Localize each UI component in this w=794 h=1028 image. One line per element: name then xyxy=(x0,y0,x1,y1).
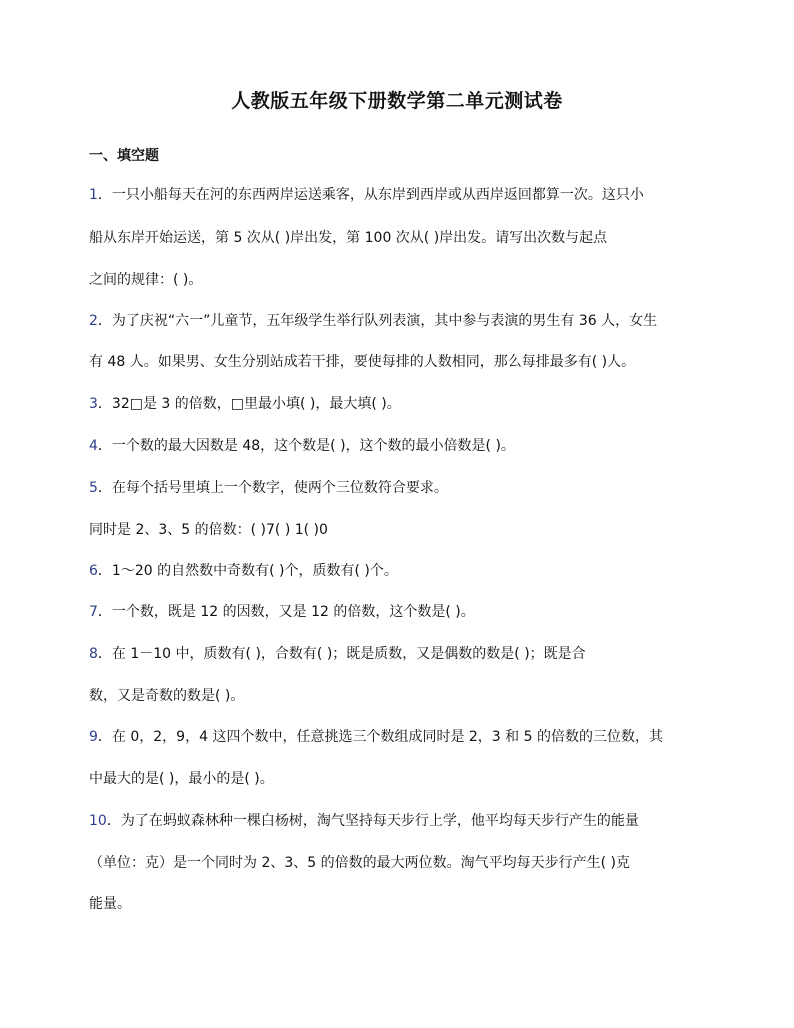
question-number: 7 xyxy=(89,604,98,620)
question-number: 8 xyxy=(89,646,98,662)
section-heading: 一、填空题 xyxy=(89,148,159,164)
page-title: 人教版五年级下册数学第二单元测试卷 xyxy=(231,90,563,112)
question-10-line-3: 能量。 xyxy=(89,896,131,912)
question-number: 10 xyxy=(89,813,107,829)
question-6-line-1: 6．1～20 的自然数中奇数有( )个，质数有( )个。 xyxy=(89,563,398,579)
question-number: 3 xyxy=(89,396,98,412)
question-2-line-1: 2．为了庆祝“六一”儿童节，五年级学生举行队列表演，其中参与表演的男生有 36 人，女生 xyxy=(89,313,658,329)
question-3-line-1: 3．32□是 3 的倍数，□里最小填( )，最大填( )。 xyxy=(89,396,401,412)
question-number: 6 xyxy=(89,563,98,579)
question-10-line-1: 10．为了在蚂蚁森林种一棵白杨树，淘气坚持每天步行上学，他平均每天步行产生的能量 xyxy=(89,813,639,829)
question-number: 2 xyxy=(89,313,98,329)
question-7-line-1: 7．一个数，既是 12 的因数，又是 12 的倍数，这个数是( )。 xyxy=(89,604,475,620)
question-number: 4 xyxy=(89,438,98,454)
question-8-line-2: 数，又是奇数的数是( )。 xyxy=(89,688,245,704)
question-9-line-2: 中最大的是( )，最小的是( )。 xyxy=(89,771,274,787)
question-number: 9 xyxy=(89,729,98,745)
question-1-line-2: 船从东岸开始运送，第 5 次从( )岸出发，第 100 次从( )岸出发。请写出次数与起点 xyxy=(89,230,608,246)
question-9-line-1: 9．在 0，2，9，4 这四个数中，任意挑选三个数组成同时是 2，3 和 5 的倍数的三位数，其 xyxy=(89,729,663,745)
question-4-line-1: 4．一个数的最大因数是 48，这个数是( )，这个数的最小倍数是( )。 xyxy=(89,438,515,454)
question-5-line-2: 同时是 2、3、5 的倍数：( )7( ) 1( )0 xyxy=(89,522,328,538)
question-5-line-1: 5．在每个括号里填上一个数字，使两个三位数符合要求。 xyxy=(89,480,448,496)
question-1-line-3: 之间的规律：( )。 xyxy=(89,272,203,288)
question-1-line-1: 1．一只小船每天在河的东西两岸运送乘客，从东岸到西岸或从西岸返回都算一次。这只小 xyxy=(89,187,644,203)
question-10-line-2: （单位：克）是一个同时为 2、3、5 的倍数的最大两位数。淘气平均每天步行产生( )克 xyxy=(89,855,630,871)
question-number: 5 xyxy=(89,480,98,496)
question-8-line-1: 8．在 1－10 中，质数有( )，合数有( )；既是质数，又是偶数的数是( )；既是合 xyxy=(89,646,586,662)
question-number: 1 xyxy=(89,187,98,203)
question-2-line-2: 有 48 人。如果男、女生分别站成若干排，要使每排的人数相同，那么每排最多有( )人。 xyxy=(89,354,636,370)
